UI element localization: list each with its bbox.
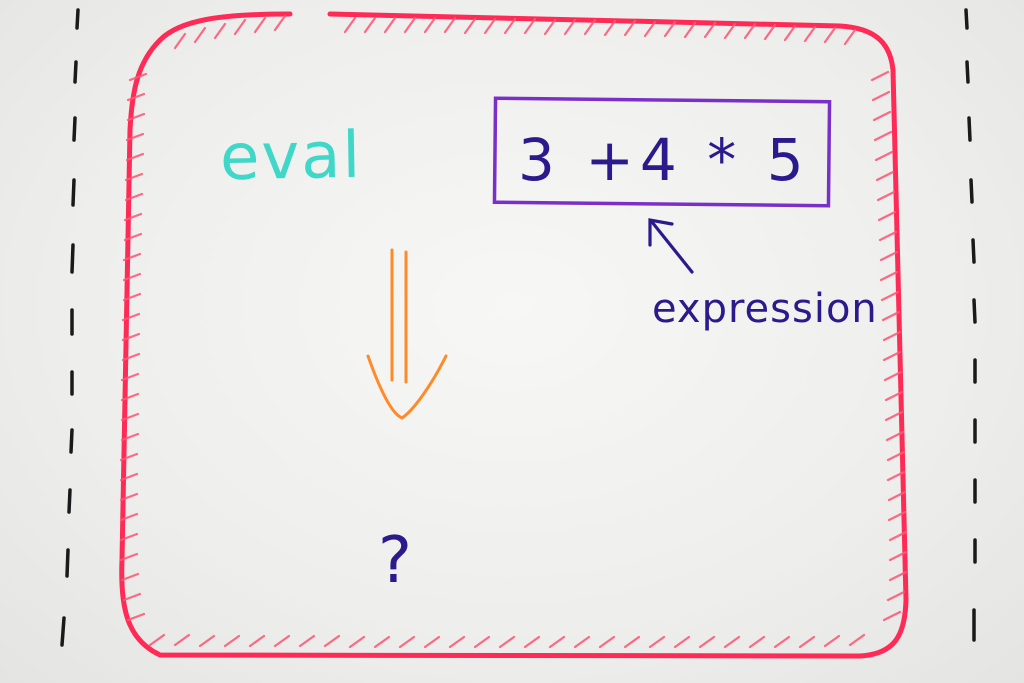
expression-label: expression: [652, 286, 878, 332]
pointer-arrow: [650, 220, 692, 272]
right-dashed-line: [966, 10, 975, 640]
eval-label: eval: [219, 118, 363, 196]
red-frame: [122, 14, 906, 656]
left-dashed-line: [62, 10, 78, 645]
expression-text: 3 +4 * 5: [518, 126, 810, 194]
down-arrow-icon: [368, 250, 446, 418]
result-question-mark: ?: [378, 524, 412, 598]
